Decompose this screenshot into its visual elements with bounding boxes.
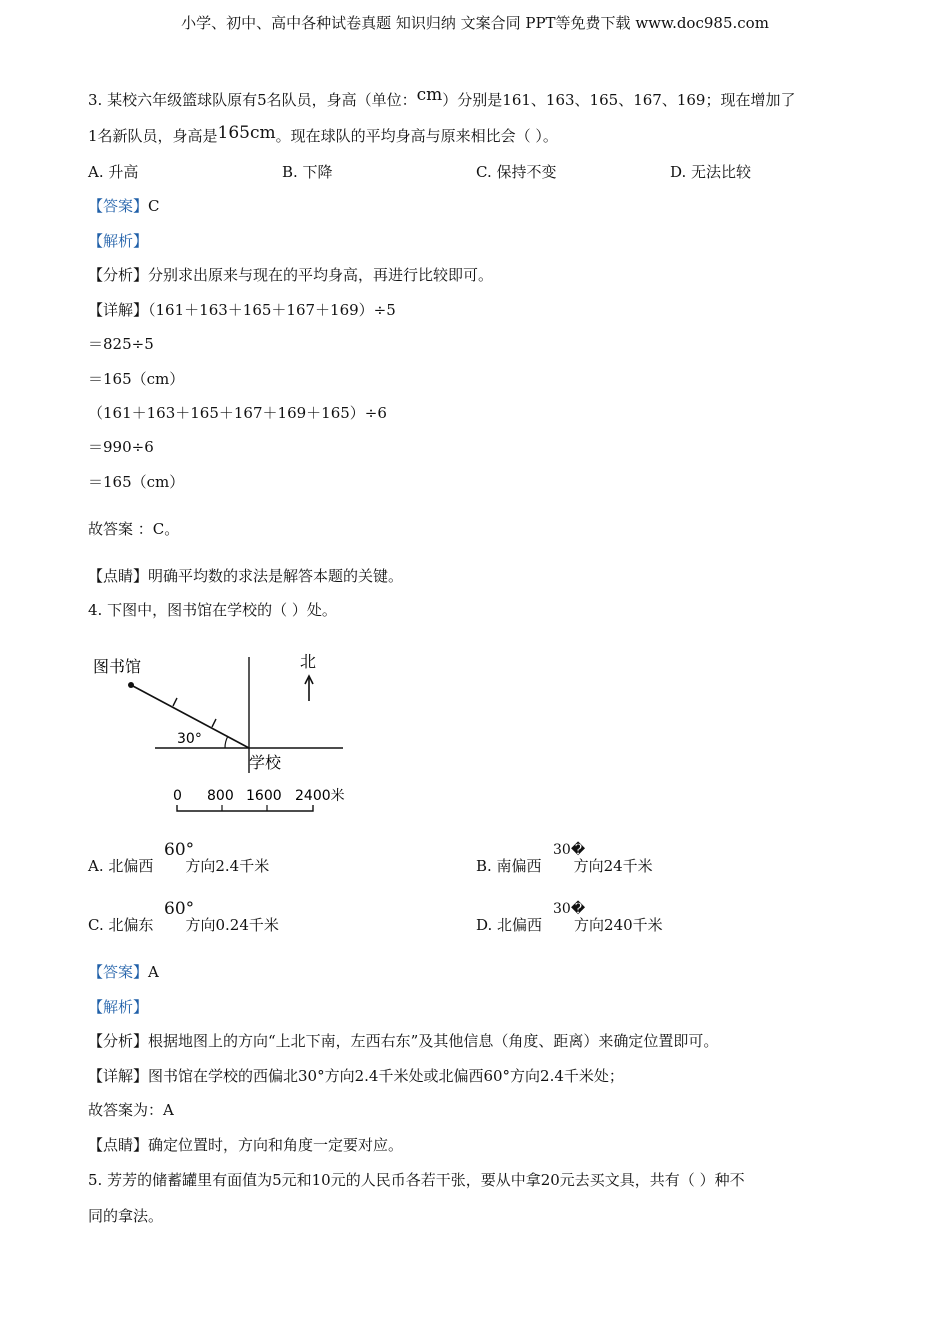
calc-step: ＝990÷6 [88, 438, 154, 456]
q3-conclusion: 故答案 ：C。 [88, 520, 180, 538]
page-header: 小学、初中、高中各种试卷真题 知识归纳 文案合同 PPT等免费下载 www.doc985.com [181, 14, 769, 32]
q3-answer [88, 196, 160, 216]
fenxi-text: 根据地图上的方向“上北下南，左西右东”及其他信息（角度、距离）来确定位置即可。 [148, 1032, 719, 1050]
q5-stem-line2: 同的拿法。 [88, 1207, 164, 1225]
dianjing-tag: 【点睛】 [88, 1136, 149, 1154]
scale-label: 1600 [246, 788, 282, 804]
north-label: 北 [300, 652, 317, 671]
q3-fenxi [88, 265, 493, 285]
q3-stem-part-a: 3. 某校六年级篮球队原有5名队员，身高（单位： [88, 91, 417, 109]
q5-stem-line1: 5. 芳芳的储蓄罐里有面值为5元和10元的人民币各若干张，要从中拿20元去买文具，共有（ ）种不 [88, 1171, 745, 1189]
q4-option-c-degree: 60° [164, 899, 195, 919]
q4-option-b [476, 856, 653, 876]
option-rest: 方向24千米 [573, 857, 653, 875]
option-label: B. 南偏西 [476, 857, 542, 875]
angle-arc [225, 736, 228, 748]
xiangjie-text: 图书馆在学校的西偏北30°方向2.4千米处或北偏西60°方向2.4千米处； [148, 1067, 624, 1085]
q3-option-a: A. 升高 [88, 163, 139, 181]
scale-tick-mark [212, 719, 216, 727]
angle-label: 30° [177, 731, 202, 747]
xiangjie-tag: 【详解】 [88, 301, 149, 319]
school-label: 学校 [249, 753, 282, 772]
fenxi-tag: 【分析】 [88, 266, 149, 284]
q4-conclusion: 故答案为：A [88, 1101, 174, 1119]
option-label: D. 北偏西 [476, 916, 543, 934]
q4-xiangjie [88, 1066, 624, 1086]
fenxi-tag: 【分析】 [88, 1032, 149, 1050]
library-label: 图书馆 [93, 657, 142, 676]
answer-tag: 【答案】 [88, 197, 149, 215]
q4-option-d-degree: 30� [553, 901, 586, 917]
calc-step: ＝165（cm） [88, 370, 185, 388]
q4-analysis-tag: 【解析】 [88, 998, 149, 1016]
dianjing-text: 明确平均数的求法是解答本题的关键。 [148, 567, 404, 585]
q3-stem-line2 [88, 123, 558, 146]
q3-option-d: D. 无法比较 [670, 163, 752, 181]
option-rest: 方向0.24千米 [185, 916, 279, 934]
q3-analysis-tag: 【解析】 [88, 232, 149, 250]
scale-label: 800 [207, 788, 234, 804]
q3-stem-part-b: ）分别是161、163、165、167、169；现在增加了 [442, 91, 796, 109]
calc-step: （161＋163＋165＋167＋169）÷5 [148, 301, 396, 319]
q4-stem: 4. 下图中，图书馆在学校的（ ）处。 [88, 601, 337, 619]
calc-step: ＝825÷5 [88, 335, 154, 353]
fenxi-text: 分别求出原来与现在的平均身高，再进行比较即可。 [148, 266, 494, 284]
q3-option-b: B. 下降 [282, 163, 333, 181]
answer-value: A [148, 963, 159, 981]
q4-dianjing [88, 1135, 403, 1155]
scale-bar [177, 805, 313, 811]
q3-unit: cm [416, 85, 443, 105]
option-rest: 方向240千米 [574, 916, 663, 934]
scale-tick-mark [173, 698, 177, 706]
q3-dianjing [88, 566, 403, 586]
option-label: C. 北偏东 [88, 916, 154, 934]
q3-stem-part-d: 。现在球队的平均身高与原来相比会（ ）。 [275, 127, 558, 145]
dianjing-tag: 【点睛】 [88, 567, 149, 585]
calc-step: （161＋163＋165＋167＋169＋165）÷6 [88, 404, 387, 422]
q3-new-height: 165cm [217, 123, 276, 143]
direction-diagram [85, 645, 365, 820]
q4-option-d [476, 915, 663, 935]
scale-label: 0 [173, 788, 182, 804]
answer-tag: 【答案】 [88, 963, 149, 981]
q3-stem-line1 [88, 85, 796, 110]
dianjing-text: 确定位置时，方向和角度一定要对应。 [148, 1136, 404, 1154]
q4-option-b-degree: 30� [553, 842, 586, 858]
answer-value: C [148, 197, 160, 215]
q4-option-a-degree: 60° [164, 840, 195, 860]
calc-step: ＝165（cm） [88, 473, 185, 491]
xiangjie-tag: 【详解】 [88, 1067, 149, 1085]
q3-xiangjie [88, 300, 396, 320]
q3-stem-part-c: 1名新队员，身高是 [88, 127, 218, 145]
option-rest: 方向2.4千米 [185, 857, 270, 875]
q3-option-c: C. 保持不变 [476, 163, 557, 181]
option-label: A. 北偏西 [88, 857, 154, 875]
q4-fenxi [88, 1031, 718, 1051]
q4-answer [88, 962, 159, 982]
scale-label: 2400米 [295, 788, 345, 804]
